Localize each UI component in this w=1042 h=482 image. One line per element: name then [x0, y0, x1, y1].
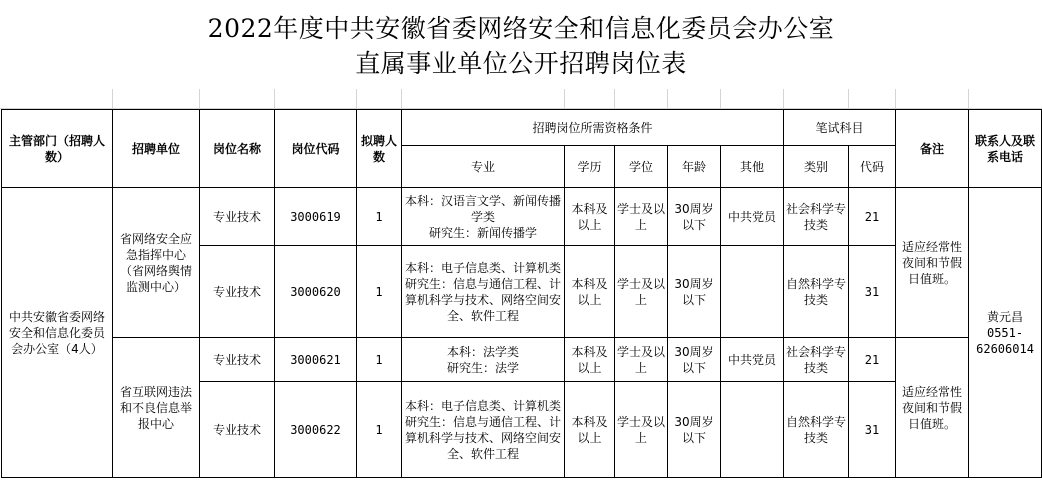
post-name-cell: 专业技术 [200, 382, 275, 478]
other-cell [721, 382, 784, 478]
header-major: 专业 [402, 146, 565, 188]
count-cell: 1 [357, 382, 402, 478]
table-row [2, 188, 1042, 246]
post-name-cell: 专业技术 [200, 188, 275, 246]
header-exam-code: 代码 [849, 146, 896, 188]
post-code-cell: 3000619 [275, 188, 357, 246]
header-requirements: 招聘岗位所需资格条件 [402, 110, 784, 146]
table-row [2, 338, 1042, 382]
major-cell: 本科：电子信息类、计算机类 研究生：信息与通信工程、计算机科学与技术、网络空间安全、软件工程 [402, 246, 565, 338]
exam-type-cell: 自然科学专技类 [784, 382, 849, 478]
other-cell: 中共党员 [721, 338, 784, 382]
header-unit: 招聘单位 [113, 110, 200, 188]
header-exam-type: 类别 [784, 146, 849, 188]
exam-type-cell: 自然科学专技类 [784, 246, 849, 338]
post-name-cell: 专业技术 [200, 338, 275, 382]
post-code-cell: 3000620 [275, 246, 357, 338]
unit-cell-2: 省互联网违法和不良信息举报中心 [113, 338, 200, 478]
header-dept: 主管部门（招聘人数） [2, 110, 113, 188]
remark-cell-1: 适应经常性夜间和节假日值班。 [896, 188, 969, 338]
unit-cell-1: 省网络安全应急指挥中心（省网络舆情监测中心） [113, 188, 200, 338]
header-other: 其他 [721, 146, 784, 188]
exam-code-cell: 21 [849, 338, 896, 382]
contact-cell: 黄元昌 0551- 62606014 [969, 188, 1042, 478]
exam-code-cell: 31 [849, 382, 896, 478]
count-cell: 1 [357, 338, 402, 382]
post-code-cell: 3000621 [275, 338, 357, 382]
count-cell: 1 [357, 188, 402, 246]
recruitment-table [1, 109, 1042, 478]
degree-cell: 学士及以上 [615, 246, 668, 338]
age-cell: 30周岁以下 [668, 188, 721, 246]
remark-cell-2: 适应经常性夜间和节假日值班。 [896, 338, 969, 478]
other-cell: 中共党员 [721, 188, 784, 246]
page-title-line-2: 直属事业单位公开招聘岗位表 [355, 49, 687, 78]
major-cell: 本科：法学类 研究生：法学 [402, 338, 565, 382]
education-cell: 本科及以上 [565, 382, 615, 478]
education-cell: 本科及以上 [565, 188, 615, 246]
header-age: 年龄 [668, 146, 721, 188]
post-name-cell: 专业技术 [200, 246, 275, 338]
major-cell: 本科：电子信息类、计算机类 研究生：信息与通信工程、计算机科学与技术、网络空间安全、软件工程 [402, 382, 565, 478]
exam-type-cell: 社会科学专技类 [784, 338, 849, 382]
exam-type-cell: 社会科学专技类 [784, 188, 849, 246]
header-exam: 笔试科目 [784, 110, 896, 146]
post-code-cell: 3000622 [275, 382, 357, 478]
exam-code-cell: 21 [849, 188, 896, 246]
header-education: 学历 [565, 146, 615, 188]
spreadsheet-gridline-row [0, 89, 1042, 109]
degree-cell: 学士及以上 [615, 382, 668, 478]
degree-cell: 学士及以上 [615, 188, 668, 246]
header-contact: 联系人及联系电话 [969, 110, 1042, 188]
age-cell: 30周岁以下 [668, 246, 721, 338]
header-post-name: 岗位名称 [200, 110, 275, 188]
header-planned: 拟聘人数 [357, 110, 402, 188]
age-cell: 30周岁以下 [668, 382, 721, 478]
header-remark: 备注 [896, 110, 969, 188]
major-cell: 本科：汉语言文学、新闻传播学类 研究生：新闻传播学 [402, 188, 565, 246]
page-title-line-1: 2022年度中共安徽省委网络安全和信息化委员会办公室 [207, 14, 835, 43]
exam-code-cell: 31 [849, 246, 896, 338]
other-cell [721, 246, 784, 338]
header-post-code: 岗位代码 [275, 110, 357, 188]
count-cell: 1 [357, 246, 402, 338]
degree-cell: 学士及以上 [615, 338, 668, 382]
age-cell: 30周岁以下 [668, 338, 721, 382]
education-cell: 本科及以上 [565, 338, 615, 382]
header-degree: 学位 [615, 146, 668, 188]
education-cell: 本科及以上 [565, 246, 615, 338]
dept-cell: 中共安徽省委网络安全和信息化委员会办公室（4人） [2, 188, 113, 478]
